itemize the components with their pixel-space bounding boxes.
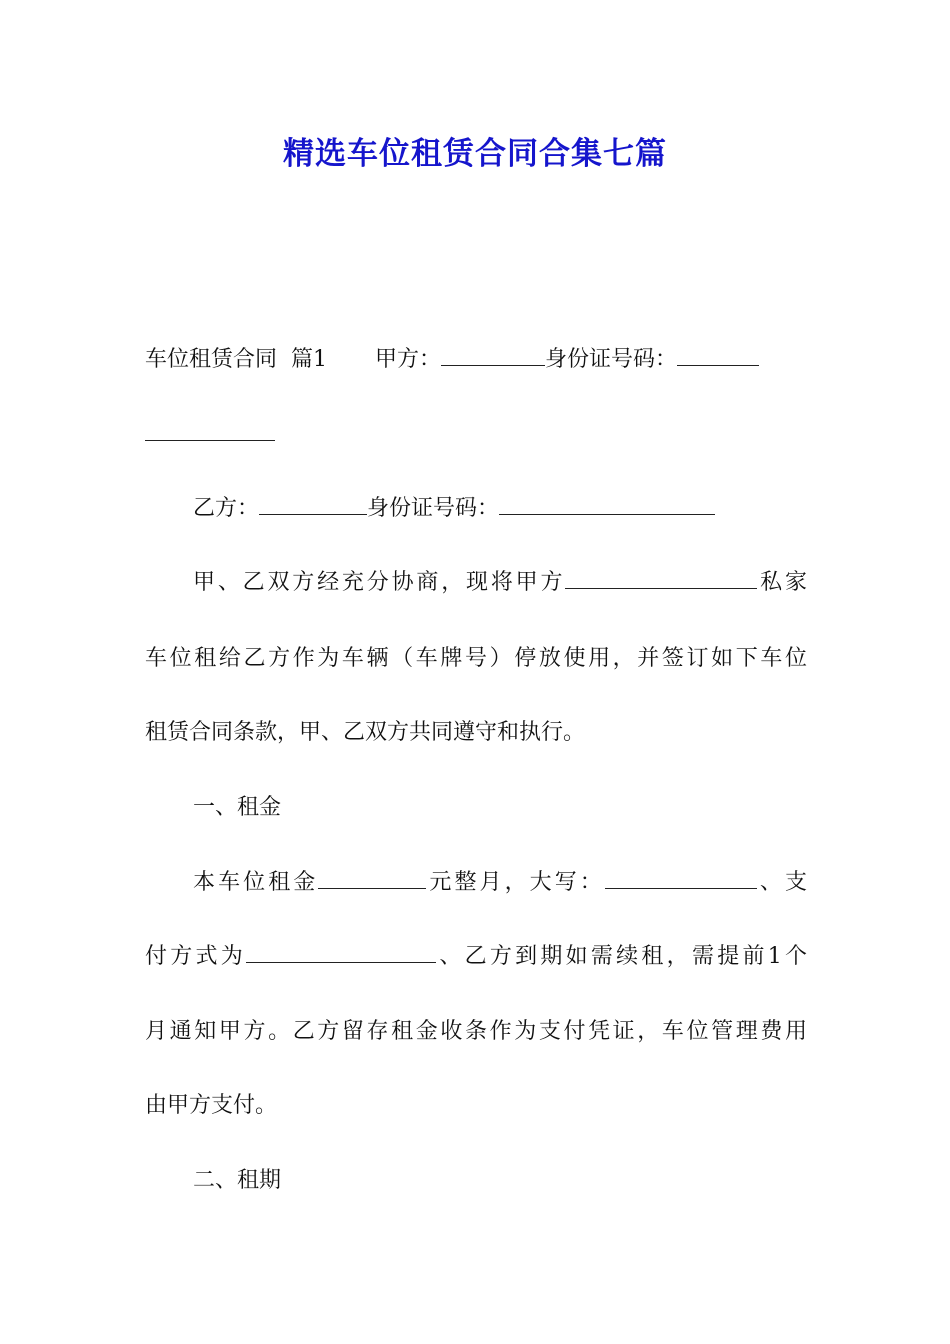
- party-b-line: [193, 494, 807, 524]
- rent-line-4: 由甲方支付。: [145, 1093, 278, 1118]
- party-a-id-label: 身份证号码：: [545, 347, 678, 372]
- location-blank: [565, 568, 757, 589]
- rent-line-2: [145, 942, 807, 972]
- rent-line-3: 月通知甲方。乙方留存租金收条作为支付凭证，车位管理费用: [145, 1019, 807, 1044]
- intro-text-2: 私家: [757, 570, 807, 595]
- party-a-id-blank-continued: [145, 420, 807, 450]
- rent-line-1: [193, 868, 807, 898]
- party-a-label: 甲方：: [374, 347, 441, 372]
- payment-text-1: 付方式为: [145, 944, 247, 969]
- document-title: 精选车位租赁合同合集七篇: [283, 136, 667, 172]
- section-1-heading: 一、租金: [193, 795, 282, 820]
- payment-method-blank: [246, 942, 436, 963]
- party-b-id-blank: [499, 494, 715, 515]
- contract-label: 车位租赁合同 篇1: [145, 347, 327, 372]
- party-b-label: 乙方：: [193, 496, 260, 521]
- rent-text-1: 本车位租金: [193, 870, 319, 895]
- party-a-name-blank: [441, 345, 545, 366]
- contract-heading-line: [145, 345, 807, 375]
- rent-text-2: 元整月，大写：: [426, 870, 605, 895]
- rent-uppercase-blank: [605, 868, 757, 889]
- party-a-id-blank: [677, 345, 759, 366]
- payment-text-2: 、乙方到期如需续租，需提前1个: [436, 944, 807, 969]
- intro-text-1: 甲、乙双方经充分协商，现将甲方: [193, 570, 566, 595]
- rent-amount-blank: [318, 868, 426, 889]
- intro-line-3: 租赁合同条款，甲、乙双方共同遵守和执行。: [145, 720, 586, 745]
- party-b-name-blank: [259, 494, 367, 515]
- section-2-heading: 二、租期: [193, 1168, 282, 1193]
- intro-line-1: [193, 568, 807, 598]
- party-b-id-label: 身份证号码：: [367, 496, 500, 521]
- rent-text-3: 、支: [756, 870, 807, 895]
- intro-line-2: 车位租给乙方作为车辆（车牌号）停放使用，并签订如下车位: [145, 646, 807, 671]
- party-a-id-blank-2: [145, 420, 275, 441]
